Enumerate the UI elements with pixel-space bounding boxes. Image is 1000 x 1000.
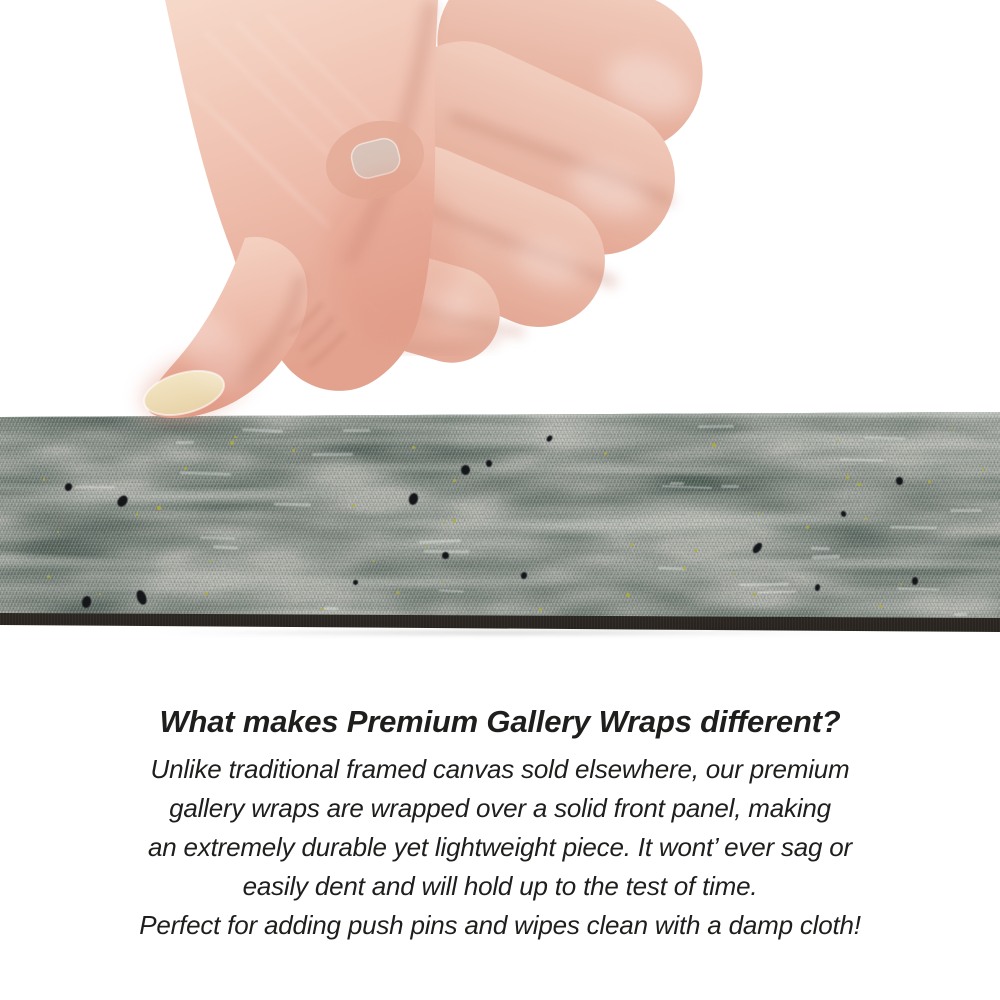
fabric-light-streak: [864, 436, 906, 440]
fabric-yellow-fleck: [157, 506, 160, 509]
canvas-edge-photo: [0, 412, 1000, 632]
fabric-dark-hole: [911, 577, 918, 585]
fabric-yellow-fleck: [453, 479, 456, 482]
fabric-light-streak: [324, 607, 338, 610]
fabric-light-streak: [424, 550, 469, 554]
fabric-dark-hole: [840, 510, 847, 517]
fabric-yellow-fleck: [753, 593, 756, 596]
fabric-light-streak: [840, 458, 883, 461]
fabric-yellow-fleck: [982, 468, 985, 471]
fabric-dark-hole: [441, 552, 449, 560]
fabric-light-streak: [439, 589, 464, 592]
fabric-yellow-fleck: [837, 440, 839, 442]
fabric-light-streak: [176, 441, 194, 445]
fabric-yellow-fleck: [900, 583, 902, 585]
fabric-yellow-fleck: [412, 446, 415, 449]
fabric-yellow-fleck: [99, 593, 101, 595]
fabric-yellow-fleck: [694, 549, 697, 552]
fabric-light-streak: [74, 486, 114, 488]
fabric-light-streak: [180, 471, 231, 476]
caption-line-1: Unlike traditional framed canvas sold elsewhere, our premium: [150, 754, 850, 784]
caption-heading: What makes Premium Gallery Wraps different?: [159, 704, 841, 739]
fabric-yellow-fleck: [373, 560, 375, 562]
fabric-yellow-fleck: [205, 592, 208, 595]
fabric-dark-hole: [520, 571, 527, 579]
fabric-yellow-fleck: [442, 581, 444, 583]
fabric-yellow-fleck: [234, 436, 236, 438]
fabric-dark-hole: [546, 435, 554, 443]
fabric-light-streak: [897, 588, 939, 591]
fabric-dark-hole: [116, 494, 130, 509]
fabric-yellow-fleck: [443, 522, 445, 524]
fabric-yellow-fleck: [712, 443, 715, 446]
fabric-light-streak: [739, 583, 789, 587]
fabric-yellow-fleck: [758, 512, 761, 515]
fabric-light-streak: [213, 545, 238, 549]
caption-block: [0, 703, 1000, 945]
fabric-yellow-fleck: [683, 567, 686, 570]
fabric-yellow-fleck: [136, 513, 139, 516]
fabric-dark-hole: [751, 541, 764, 554]
fabric-light-streak: [954, 613, 967, 616]
fabric-light-streak: [811, 547, 830, 550]
fabric-light-streak: [658, 567, 686, 571]
fabric-dark-hole: [353, 579, 360, 585]
fabric-dark-hole: [64, 482, 73, 492]
fabric-light-streak: [721, 485, 739, 489]
fabric-yellow-fleck: [928, 480, 932, 484]
fabric-yellow-fleck: [630, 543, 633, 546]
fabric-dark-hole: [486, 459, 492, 466]
fabric-light-streak: [890, 525, 937, 528]
fabric-yellow-fleck: [846, 475, 850, 479]
fabric-yellow-fleck: [230, 441, 234, 445]
fabric-yellow-fleck: [857, 483, 861, 487]
fabric-yellow-fleck: [352, 504, 355, 507]
canvas-fabric-texture: [0, 412, 1000, 632]
fabric-dark-hole: [461, 464, 470, 474]
hand-thumb-pressing-photo: [0, 0, 1000, 432]
fabric-light-streak: [274, 503, 311, 507]
fabric-light-streak: [950, 509, 982, 512]
finger-root-tint: [326, 164, 458, 340]
fabric-yellow-fleck: [47, 575, 50, 578]
canvas-mottle-texture: [0, 412, 1000, 632]
fabric-yellow-fleck: [396, 591, 399, 594]
fabric-light-streak: [662, 485, 712, 489]
fabric-light-streak: [200, 537, 235, 540]
fabric-light-streak: [812, 554, 840, 558]
fabric-yellow-fleck: [210, 560, 212, 562]
fabric-yellow-fleck: [604, 452, 607, 455]
caption-line-3: an extremely durable yet lightweight piece. It wont’ ever sag or: [147, 832, 853, 862]
fabric-yellow-fleck: [184, 467, 187, 470]
fabric-yellow-fleck: [539, 608, 541, 610]
fabric-yellow-fleck: [321, 608, 324, 611]
caption-line-2: gallery wraps are wrapped over a solid front panel, making: [169, 793, 831, 823]
fabric-dark-hole: [80, 595, 92, 609]
fabric-yellow-fleck: [43, 478, 46, 481]
fabric-light-streak: [758, 590, 796, 593]
fabric-yellow-fleck: [732, 573, 735, 576]
fabric-yellow-fleck: [626, 593, 630, 597]
fabric-yellow-fleck: [292, 449, 295, 452]
fabric-yellow-fleck: [425, 545, 427, 547]
fabric-yellow-fleck: [453, 519, 456, 522]
canvas-drop-shadow: [30, 630, 970, 637]
fabric-light-streak: [419, 539, 461, 544]
fabric-dark-hole: [895, 476, 903, 485]
caption-line-5: Perfect for adding push pins and wipes clean with a damp cloth!: [139, 910, 861, 940]
fabric-dark-hole: [407, 492, 419, 506]
fabric-dark-hole: [814, 583, 820, 591]
caption-line-4: easily dent and will hold up to the test of time.: [242, 871, 758, 901]
fabric-dark-hole: [135, 589, 148, 606]
fabric-yellow-fleck: [865, 517, 867, 519]
fabric-light-streak: [312, 453, 353, 456]
fabric-yellow-fleck: [806, 526, 809, 529]
fabric-light-streak: [670, 482, 684, 485]
fabric-yellow-fleck: [57, 531, 59, 533]
canvas-speckles: [0, 412, 1000, 632]
fabric-yellow-fleck: [879, 605, 882, 608]
